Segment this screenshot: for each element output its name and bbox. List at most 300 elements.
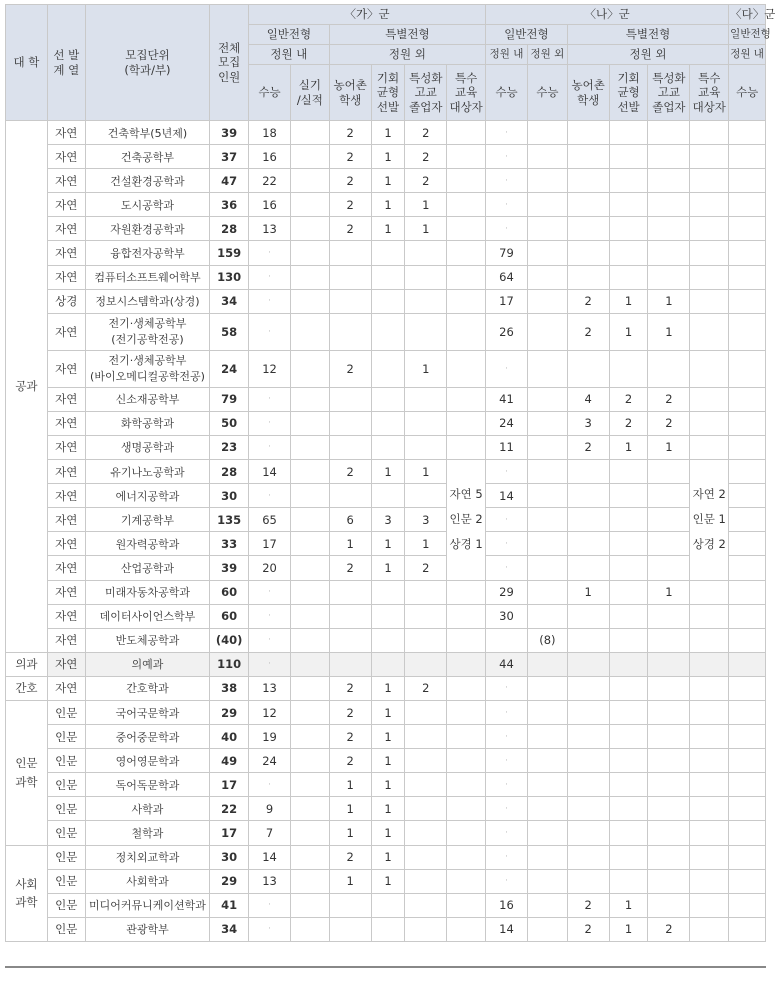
value-cell <box>290 313 329 350</box>
value-cell: · <box>249 313 291 350</box>
value-cell: 1 <box>371 532 405 556</box>
unit-cell: 도시공학과 <box>85 193 210 217</box>
na-special-ed-header: 특수 교육 대상자 <box>690 65 729 121</box>
value-cell <box>527 460 567 484</box>
college-cell: 사회 과학 <box>6 845 48 941</box>
value-cell <box>609 265 648 289</box>
value-cell <box>371 241 405 265</box>
value-cell <box>329 604 371 628</box>
table-row <box>6 217 766 241</box>
table-row <box>6 484 766 508</box>
value-cell: 1 <box>329 532 371 556</box>
value-cell: 1 <box>371 773 405 797</box>
track-cell: 자연 <box>47 676 85 700</box>
empty-cell <box>690 169 729 193</box>
track-cell: 자연 <box>47 145 85 169</box>
ga-special-ed-header: 특수 교육 대상자 <box>447 65 486 121</box>
value-cell: 16 <box>249 193 291 217</box>
value-cell: 2 <box>329 725 371 749</box>
value-cell <box>329 411 371 435</box>
value-cell: 2 <box>405 676 447 700</box>
empty-cell <box>690 725 729 749</box>
value-cell <box>729 556 766 580</box>
value-cell: · <box>249 652 291 676</box>
value-cell: 7 <box>249 821 291 845</box>
ga-balanced-header: 기회 균형 선발 <box>371 65 405 121</box>
value-cell: · <box>249 893 291 917</box>
value-cell: 1 <box>371 845 405 869</box>
value-cell: 2 <box>648 387 690 411</box>
empty-cell <box>690 917 729 941</box>
total-cell: 159 <box>210 241 249 265</box>
college-cell: 간호 <box>6 676 48 700</box>
table-row <box>6 193 766 217</box>
value-cell <box>290 289 329 313</box>
value-cell: · <box>486 749 528 773</box>
value-cell <box>609 532 648 556</box>
value-cell <box>405 265 447 289</box>
value-cell <box>405 484 447 508</box>
unit-cell: 의예과 <box>85 652 210 676</box>
empty-cell <box>690 893 729 917</box>
table-row <box>6 556 766 580</box>
value-cell: (8) <box>527 628 567 652</box>
da-suneung-header: 수능 <box>729 65 766 121</box>
value-cell <box>609 193 648 217</box>
value-cell: 2 <box>329 556 371 580</box>
value-cell: 13 <box>249 217 291 241</box>
value-cell <box>567 725 609 749</box>
empty-cell <box>447 289 486 313</box>
empty-cell <box>447 241 486 265</box>
value-cell: · <box>249 484 291 508</box>
table-bottom-rule <box>5 966 766 968</box>
value-cell: 1 <box>405 532 447 556</box>
value-cell <box>527 387 567 411</box>
value-cell <box>729 169 766 193</box>
empty-cell <box>690 193 729 217</box>
value-cell <box>648 604 690 628</box>
value-cell: 4 <box>567 387 609 411</box>
empty-cell <box>690 773 729 797</box>
value-cell <box>567 145 609 169</box>
total-cell: (40) <box>210 628 249 652</box>
track-cell: 인문 <box>47 845 85 869</box>
empty-cell <box>447 217 486 241</box>
total-cell: 60 <box>210 604 249 628</box>
table-row <box>6 676 766 700</box>
value-cell <box>371 604 405 628</box>
ga-special-header: 특별전형 <box>329 25 485 45</box>
value-cell <box>371 893 405 917</box>
empty-cell <box>690 313 729 350</box>
value-cell <box>527 652 567 676</box>
track-cell: 인문 <box>47 749 85 773</box>
total-cell: 17 <box>210 773 249 797</box>
value-cell: · <box>486 460 528 484</box>
value-cell: 29 <box>486 580 528 604</box>
track-cell: 자연 <box>47 265 85 289</box>
ga-outside-header: 정원 외 <box>329 45 485 65</box>
empty-cell <box>690 387 729 411</box>
track-cell: 자연 <box>47 580 85 604</box>
unit-cell: 유기나노공학과 <box>85 460 210 484</box>
value-cell <box>371 313 405 350</box>
value-cell <box>290 725 329 749</box>
value-cell <box>567 265 609 289</box>
value-cell <box>290 217 329 241</box>
value-cell: 14 <box>486 484 528 508</box>
value-cell <box>648 145 690 169</box>
value-cell <box>527 289 567 313</box>
value-cell <box>567 700 609 724</box>
value-cell <box>405 917 447 941</box>
table-row <box>6 289 766 313</box>
value-cell <box>290 460 329 484</box>
value-cell: 2 <box>609 411 648 435</box>
value-cell <box>729 773 766 797</box>
value-cell <box>527 893 567 917</box>
value-cell: 1 <box>371 869 405 893</box>
table-row <box>6 797 766 821</box>
total-cell: 30 <box>210 845 249 869</box>
value-cell <box>527 145 567 169</box>
value-cell: 14 <box>486 917 528 941</box>
value-cell <box>527 749 567 773</box>
track-cell: 자연 <box>47 532 85 556</box>
unit-cell: 화학공학과 <box>85 411 210 435</box>
total-cell: 41 <box>210 893 249 917</box>
track-cell: 자연 <box>47 313 85 350</box>
track-cell: 자연 <box>47 217 85 241</box>
value-cell: 2 <box>329 749 371 773</box>
value-cell: 2 <box>567 893 609 917</box>
empty-cell <box>447 797 486 821</box>
na-balanced-header: 기회 균형 선발 <box>609 65 648 121</box>
table-header <box>6 5 775 121</box>
value-cell <box>567 193 609 217</box>
total-cell: 34 <box>210 917 249 941</box>
value-cell <box>609 556 648 580</box>
value-cell <box>527 604 567 628</box>
value-cell: 1 <box>329 797 371 821</box>
track-cell: 자연 <box>47 241 85 265</box>
value-cell <box>729 241 766 265</box>
value-cell: 2 <box>329 845 371 869</box>
value-cell: · <box>249 387 291 411</box>
college-cell: 인문 과학 <box>6 700 48 845</box>
track-cell: 자연 <box>47 508 85 532</box>
value-cell: 2 <box>567 435 609 459</box>
value-cell <box>729 193 766 217</box>
value-cell <box>648 169 690 193</box>
empty-cell <box>447 628 486 652</box>
value-cell <box>527 411 567 435</box>
value-cell <box>329 387 371 411</box>
value-cell <box>729 460 766 484</box>
value-cell <box>609 869 648 893</box>
total-cell: 135 <box>210 508 249 532</box>
total-cell: 34 <box>210 289 249 313</box>
value-cell <box>567 121 609 145</box>
value-cell: · <box>486 869 528 893</box>
value-cell <box>527 917 567 941</box>
value-cell: 79 <box>486 241 528 265</box>
value-cell: 17 <box>249 532 291 556</box>
value-cell <box>290 797 329 821</box>
total-cell: 28 <box>210 460 249 484</box>
value-cell: 19 <box>249 725 291 749</box>
value-cell: 2 <box>609 387 648 411</box>
value-cell: 2 <box>405 169 447 193</box>
value-cell <box>527 580 567 604</box>
table-row <box>6 460 766 484</box>
value-cell <box>405 797 447 821</box>
value-cell: 1 <box>329 869 371 893</box>
value-cell <box>405 628 447 652</box>
track-cell: 인문 <box>47 821 85 845</box>
value-cell <box>648 749 690 773</box>
value-cell: · <box>486 121 528 145</box>
value-cell: 44 <box>486 652 528 676</box>
value-cell: · <box>486 845 528 869</box>
value-cell <box>648 628 690 652</box>
value-cell: 2 <box>329 676 371 700</box>
unit-cell: 컴퓨터소프트웨어학부 <box>85 265 210 289</box>
value-cell <box>609 773 648 797</box>
empty-cell <box>447 265 486 289</box>
value-cell <box>648 869 690 893</box>
ga-suneung-header: 수능 <box>249 65 291 121</box>
value-cell <box>290 556 329 580</box>
unit-cell: 간호학과 <box>85 676 210 700</box>
unit-cell: 건설환경공학과 <box>85 169 210 193</box>
value-cell <box>290 869 329 893</box>
value-cell <box>371 652 405 676</box>
value-cell: 1 <box>405 193 447 217</box>
unit-cell: 데이터사이언스학부 <box>85 604 210 628</box>
table-row <box>6 893 766 917</box>
total-cell: 22 <box>210 797 249 821</box>
value-cell <box>609 241 648 265</box>
value-cell <box>648 193 690 217</box>
value-cell <box>290 435 329 459</box>
value-cell <box>729 797 766 821</box>
value-cell <box>527 350 567 387</box>
value-cell: · <box>486 700 528 724</box>
value-cell <box>527 700 567 724</box>
ga-special-ed-cell: 자연 5 인문 2 상경 1 <box>447 460 486 580</box>
track-cell: 인문 <box>47 869 85 893</box>
col-university: 대 학 <box>6 5 48 121</box>
unit-cell: 자원환경공학과 <box>85 217 210 241</box>
value-cell: 3 <box>405 508 447 532</box>
value-cell: 30 <box>486 604 528 628</box>
empty-cell <box>690 869 729 893</box>
value-cell <box>290 821 329 845</box>
value-cell <box>567 508 609 532</box>
value-cell <box>648 845 690 869</box>
value-cell <box>290 169 329 193</box>
value-cell: · <box>486 217 528 241</box>
value-cell <box>527 725 567 749</box>
value-cell: 2 <box>405 556 447 580</box>
value-cell <box>329 289 371 313</box>
track-cell: 자연 <box>47 556 85 580</box>
unit-cell: 독어독문학과 <box>85 773 210 797</box>
value-cell: 1 <box>371 169 405 193</box>
value-cell <box>648 556 690 580</box>
empty-cell <box>447 725 486 749</box>
value-cell: 1 <box>371 821 405 845</box>
value-cell: · <box>249 604 291 628</box>
value-cell: 64 <box>486 265 528 289</box>
value-cell: 11 <box>486 435 528 459</box>
total-cell: 29 <box>210 869 249 893</box>
ga-practical-header: 실기 /실적 <box>290 65 329 121</box>
value-cell: 20 <box>249 556 291 580</box>
empty-cell <box>447 821 486 845</box>
empty-cell <box>690 797 729 821</box>
value-cell <box>729 484 766 508</box>
empty-cell <box>690 241 729 265</box>
value-cell <box>567 676 609 700</box>
group-na-header: 〈나〉군 <box>486 5 729 25</box>
total-cell: 110 <box>210 652 249 676</box>
value-cell: 2 <box>329 700 371 724</box>
unit-cell: 국어국문학과 <box>85 700 210 724</box>
empty-cell <box>690 265 729 289</box>
value-cell: 1 <box>609 917 648 941</box>
total-cell: 37 <box>210 145 249 169</box>
value-cell <box>648 773 690 797</box>
value-cell <box>329 241 371 265</box>
value-cell <box>729 700 766 724</box>
value-cell: 2 <box>648 411 690 435</box>
empty-cell <box>447 917 486 941</box>
value-cell <box>648 797 690 821</box>
total-cell: 36 <box>210 193 249 217</box>
total-cell: 40 <box>210 725 249 749</box>
value-cell <box>729 350 766 387</box>
unit-cell: 반도체공학과 <box>85 628 210 652</box>
value-cell <box>290 676 329 700</box>
unit-cell: 사회학과 <box>85 869 210 893</box>
unit-cell: 사학과 <box>85 797 210 821</box>
track-cell: 인문 <box>47 917 85 941</box>
track-cell: 자연 <box>47 411 85 435</box>
empty-cell <box>447 700 486 724</box>
value-cell <box>290 508 329 532</box>
value-cell: 1 <box>405 460 447 484</box>
value-cell <box>609 169 648 193</box>
value-cell <box>567 797 609 821</box>
total-cell: 38 <box>210 676 249 700</box>
value-cell <box>567 556 609 580</box>
value-cell: · <box>249 265 291 289</box>
empty-cell <box>447 845 486 869</box>
col-total: 전체 모집 인원 <box>210 5 249 121</box>
value-cell <box>729 435 766 459</box>
value-cell <box>567 217 609 241</box>
table-body <box>6 121 766 942</box>
value-cell <box>405 821 447 845</box>
value-cell <box>527 508 567 532</box>
value-cell: · <box>486 556 528 580</box>
value-cell <box>729 845 766 869</box>
value-cell: 13 <box>249 869 291 893</box>
track-cell: 인문 <box>47 893 85 917</box>
empty-cell <box>690 628 729 652</box>
value-cell: · <box>249 773 291 797</box>
value-cell: 2 <box>329 121 371 145</box>
value-cell <box>729 917 766 941</box>
value-cell <box>329 484 371 508</box>
value-cell <box>609 350 648 387</box>
empty-cell <box>690 749 729 773</box>
value-cell <box>527 532 567 556</box>
value-cell: 2 <box>567 313 609 350</box>
value-cell <box>486 628 528 652</box>
total-cell: 24 <box>210 350 249 387</box>
value-cell: · <box>249 628 291 652</box>
value-cell: 2 <box>648 917 690 941</box>
value-cell: 1 <box>371 749 405 773</box>
value-cell <box>729 749 766 773</box>
track-cell: 자연 <box>47 484 85 508</box>
total-cell: 58 <box>210 313 249 350</box>
value-cell: 1 <box>329 821 371 845</box>
value-cell <box>371 435 405 459</box>
group-ga-header: 〈가〉군 <box>249 5 486 25</box>
ga-within-header: 정원 내 <box>249 45 330 65</box>
value-cell <box>405 604 447 628</box>
ga-general-header: 일반전형 <box>249 25 330 45</box>
value-cell: · <box>249 241 291 265</box>
value-cell: · <box>486 145 528 169</box>
value-cell: · <box>486 676 528 700</box>
value-cell <box>290 411 329 435</box>
value-cell <box>290 350 329 387</box>
value-cell <box>567 749 609 773</box>
value-cell <box>567 169 609 193</box>
value-cell <box>609 580 648 604</box>
track-cell: 자연 <box>47 193 85 217</box>
table-row <box>6 725 766 749</box>
value-cell: 1 <box>329 773 371 797</box>
value-cell: 2 <box>329 350 371 387</box>
value-cell <box>567 869 609 893</box>
table-row <box>6 411 766 435</box>
da-general-header: 일반전형 <box>729 25 766 45</box>
na-vocational-header: 특성화 고교 졸업자 <box>648 65 690 121</box>
value-cell <box>648 676 690 700</box>
value-cell <box>567 350 609 387</box>
value-cell: 2 <box>405 121 447 145</box>
track-cell: 자연 <box>47 121 85 145</box>
empty-cell <box>690 121 729 145</box>
na-within-header: 정원 내 <box>486 45 528 65</box>
table-row <box>6 169 766 193</box>
track-cell: 자연 <box>47 435 85 459</box>
value-cell <box>567 652 609 676</box>
empty-cell <box>447 749 486 773</box>
value-cell: 12 <box>249 350 291 387</box>
value-cell: 16 <box>486 893 528 917</box>
empty-cell <box>447 893 486 917</box>
value-cell <box>567 773 609 797</box>
total-cell: 130 <box>210 265 249 289</box>
